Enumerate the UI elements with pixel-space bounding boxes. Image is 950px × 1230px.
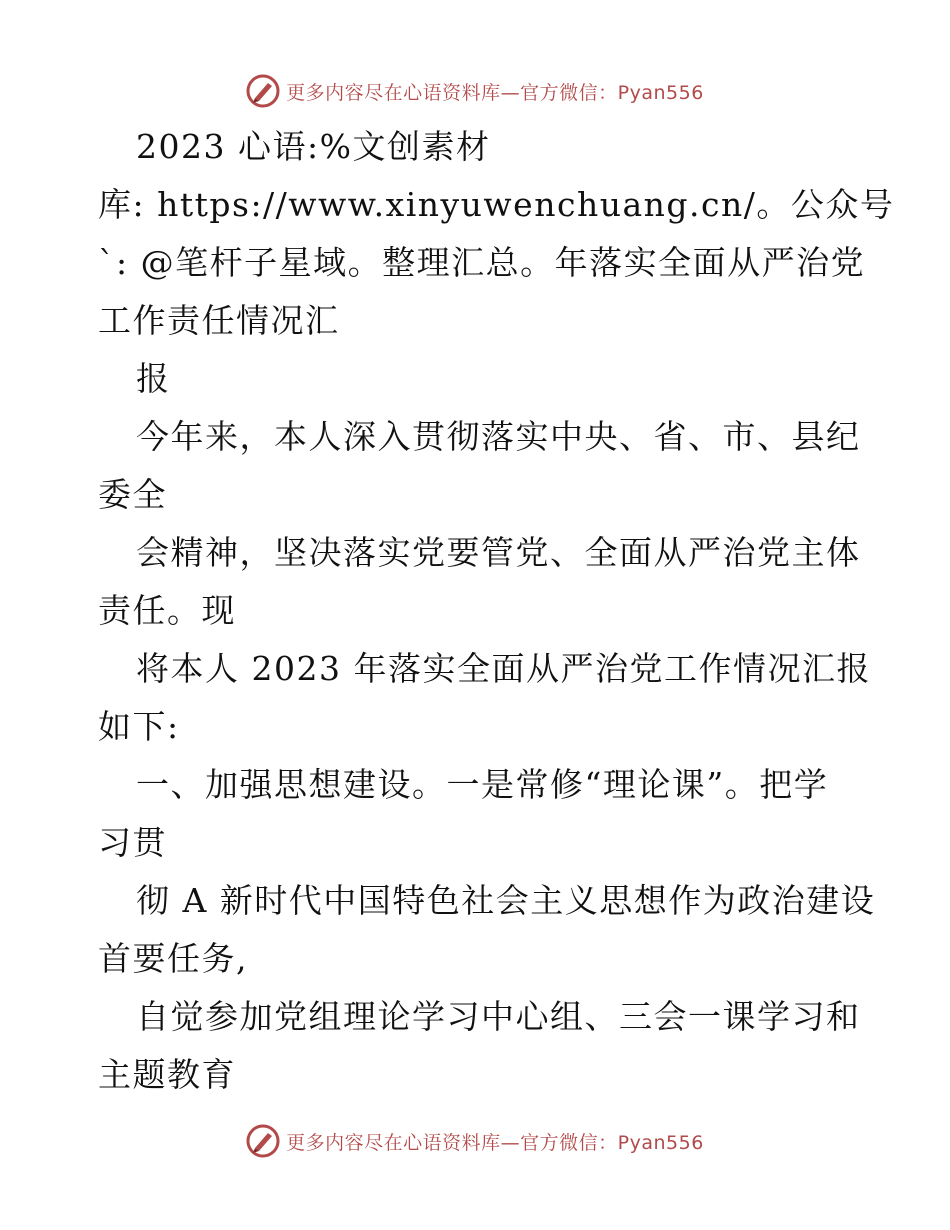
pen-logo-icon [246, 1124, 280, 1158]
text-line: 会精神，坚决落实党要管党、全面从严治党主体 [136, 533, 861, 572]
text-line: 习贯 [98, 823, 167, 862]
text-line: 委全 [98, 475, 167, 514]
watermark-banner-top [0, 71, 950, 111]
watermark-text: 更多内容尽在心语资料库—官方微信：Pyan556 [286, 1131, 704, 1154]
text-line: 首要任务, [98, 939, 248, 978]
text-line: 2023 心语:%文创素材 [136, 127, 491, 166]
watermark-banner-bottom [0, 1121, 950, 1161]
text-line: 库: https://www.xinyuwenchuang.cn/。公众号 [98, 185, 895, 224]
text-line: 彻 A 新时代中国特色社会主义思想作为政治建设 [136, 881, 876, 920]
text-line: 责任。现 [98, 591, 236, 630]
text-line: 将本人 2023 年落实全面从严治党工作情况汇报 [136, 649, 871, 688]
watermark-text: 更多内容尽在心语资料库—官方微信：Pyan556 [286, 81, 704, 104]
text-line: 自觉参加党组理论学习中心组、三会一课学习和 [136, 997, 861, 1036]
text-line: 今年来，本人深入贯彻落实中央、省、市、县纪 [136, 417, 861, 456]
text-line: 主题教育 [98, 1055, 236, 1094]
pen-logo-icon [246, 74, 280, 108]
document-body [98, 118, 895, 1104]
text-line: `: @笔杆子星域。整理汇总。年落实全面从严治党 [98, 243, 866, 282]
text-line: 如下: [98, 707, 180, 746]
text-line: 工作责任情况汇 [98, 301, 340, 340]
text-line: 报 [136, 359, 171, 398]
text-line: 一、加强思想建设。一是常修“理论课”。把学 [136, 765, 829, 804]
